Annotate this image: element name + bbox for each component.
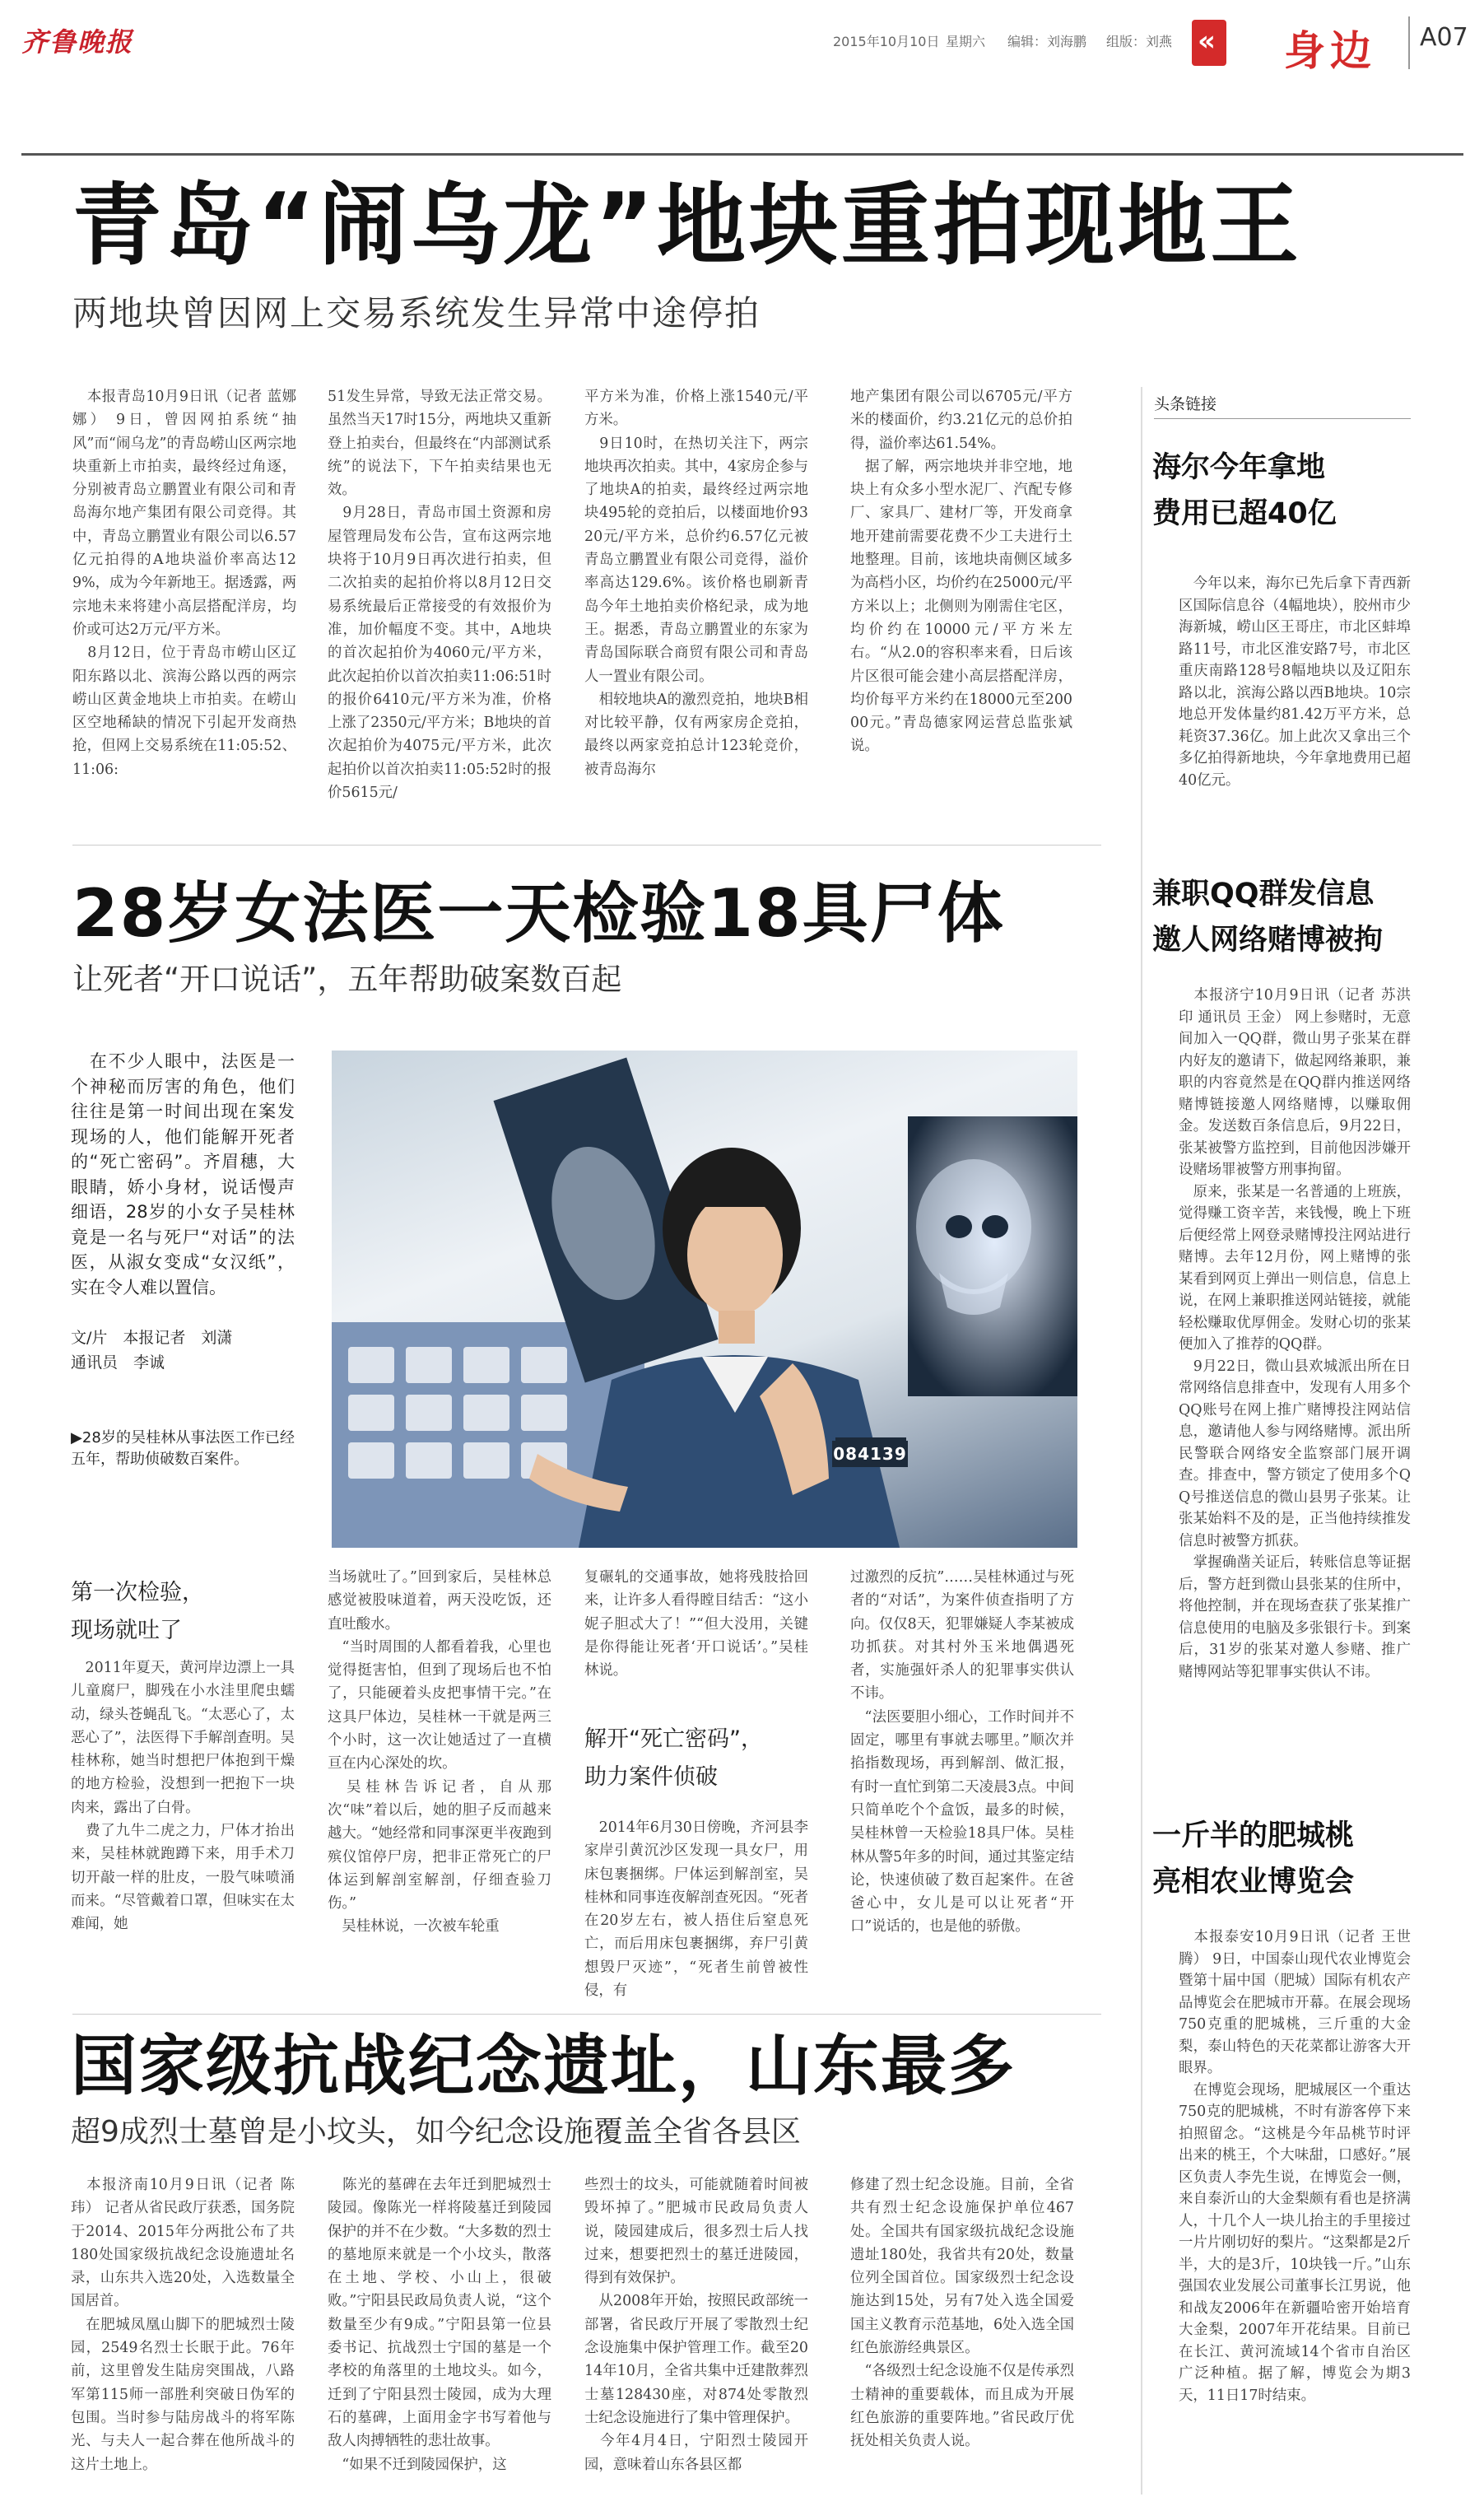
subheadline-qingdao-land: 两地块曾因网上交易系统发生异常中途停拍 bbox=[72, 293, 761, 333]
sidebar-rule bbox=[1141, 387, 1142, 2495]
forensic-lead: 在不少人眼中，法医是一个神秘而厉害的角色，他们往往是第一时间出现在案发现场的人，他们能解开死者的“死亡密码”。齐眉穗，大眼睛，娇小身材，说话慢声细语，28岁的小女子吴桂林竟是一名与死尸“对话”的法医，从淑女变成“女汉纸”，实在令人难以置信。 bbox=[71, 1051, 295, 1297]
issue-weekday: 星期六 bbox=[946, 34, 986, 49]
sidebar-news1-title: 海尔今年拿地 费用已超40亿 bbox=[1152, 451, 1337, 530]
section-marker bbox=[1192, 20, 1226, 66]
forensic-byline: 文/片 本报记者 刘潇 通讯员 李诚 bbox=[71, 1329, 233, 1372]
sidebar-news3-title: 一斤半的肥城桃 亮相农业博览会 bbox=[1152, 1819, 1355, 1898]
headline-qingdao-land: 青岛“闹乌龙”地块重拍现地王 bbox=[72, 175, 1302, 277]
article1-col2: 51发生异常，导致无法正常交易。虽然当天17时15分，两地块又重新登上拍卖台，但最终在“内部测试系统”的说法下，下午拍卖结果也无效。 9月28日，青岛市国土资源和房屋管理局发布公告，宣布这两宗地块将于10月9日再次进行拍卖，但二次拍卖的起拍价将以8月12日交易系统最后正常接受的有效报价为准，加价幅度不变。其中，A地块的首次起拍价为4060元/平方米，此次起拍价以首次拍卖11:06:51时的报价6410元/平方米为准，价格上涨了2350元/平方米；B地块的首次起拍价为4075元/平方米，此次起拍价以首次拍卖11:05:52时的报价5615元/ bbox=[328, 389, 551, 802]
article1-col4: 地产集团有限公司以6705元/平方米的楼面价，约3.21亿元的总价拍得，溢价率达61.54%。 据了解，两宗地块并非空地，地块上有众多小型水泥厂、汽配专修厂、家具厂、建材厂等，开发商拿地开建前需要花费不少工夫进行土地整理。目前，该地块南侧区域多为高档小区，均价约在25000元/平方米以上；北侧则为刚需住宅区，均价约在10000元/平方米左右。“从2.0的容积率来看，日后该片区很可能会建小高层搭配洋房，均价每平方米约在18000元至20000元。”青岛德家网运营总监张斌说。 bbox=[850, 389, 1072, 755]
subheadline-forensic: 让死者“开口说话”，五年帮助破案数百起 bbox=[72, 962, 622, 997]
article-divider bbox=[72, 845, 1101, 846]
chevron-left-icon: « bbox=[1198, 25, 1216, 58]
header-divider bbox=[1408, 16, 1410, 69]
forensic-col4: 过激烈的反抗”……吴桂林通过与死者的“对话”，为案件侦查指明了方向。仅仅8天，犯罪嫌疑人李某被成功抓获。对其村外玉米地偶遇死者，实施强奸杀人的犯罪事实供认不讳。 “法医要胆小细心，工作时间并不固定，哪里有事就去哪里。”顺次并掐指数现场，再到解剖、做汇报，有时一直忙到第二天凌晨3点。中间只简单吃个个盒饭，最多的时候，吴桂林曾一天检验18具尸体。吴桂林从警5年多的时间，通过其鉴定结论，快速侦破了数百起案件。在爸爸心中，女儿是可以让死者“开口”说话的，也是他的骄傲。 bbox=[850, 1569, 1074, 1936]
memorial-col3: 些烈士的坟头，可能就随着时间被毁坏掉了。”肥城市民政局负责人说，陵园建成后，很多烈士后人找过来，想要把烈士的墓迁进陵园，得到有效保护。 从2008年开始，按照民政部统一部署，省民政厅开展了零散烈士纪念设施集中保护管理工作。截至2014年10月，全省共集中迁建散葬烈士墓128430座，对874处零散烈士纪念设施进行了集中管理保护。 今年4月4日，宁阳烈士陵园开园，意味着山东各县区都 bbox=[584, 2177, 808, 2473]
header-rule bbox=[21, 153, 1463, 156]
masthead-logo: 齐鲁晚报 bbox=[21, 26, 134, 58]
sidebar-news2-body: 本报济宁10月9日讯（记者 苏洪印 通讯员 王金） 网上参赌时，无意间加入一QQ群，微山男子张某在群内好友的邀请下，做起网络兼职，兼职的内容竟然是在QQ群内推送网络赌博链接邀人网络赌博，以赚取佣金。发送数百条信息后，9月22日，张某被警方监控到，目前他因涉嫌开设赌场罪被警方刑事拘留。 原来，张某是一名普通的上班族，觉得赚工资辛苦，来钱慢，晚上下班后便经常上网登录赌博投注网站进行赌博。去年12月份，网上赌博的张某看到网页上弹出一则信息，信息上说，在网上兼职推送网站链接，就能轻松赚取优厚佣金。发财心切的张某便加入了推荐的QQ群。 9月22日，微山县欢城派出所在日常网络信息排查中，发现有人用多个QQ账号在网上推广赌博投注网站信息，邀请他人参与网络赌博。派出所民警联合网络安全监察部门展开调查。排查中，警方锁定了使用多个QQ号推送信息的微山县男子张某。让张某始料不及的是，正当他持续推发信息时被警方抓获。 掌握确凿关证后，转账信息等证据后，警方赶到微山县张某的住所中，将他控制，并在现场查获了张某推广信息使用的电脑及多张银行卡。到案后，31岁的张某对邀人参赌、推广赌博网站等犯罪事实供认不讳。 bbox=[1179, 987, 1411, 1680]
sidebar-tag-rule bbox=[1154, 418, 1411, 419]
issue-date: 2015年10月10日 bbox=[833, 34, 940, 49]
xray-scene-illustration bbox=[332, 1051, 1077, 1548]
sidebar-tag: 头条链接 bbox=[1154, 395, 1217, 413]
forensic-photo bbox=[332, 1051, 1077, 1548]
article-divider bbox=[72, 2014, 1101, 2015]
forensic-col3b: 2014年6月30日傍晚，齐河县李家岸引黄沉沙区发现一具女尸，用床包裹捆绑。尸体运到解剖室，吴桂林和同事连夜解剖查死因。“死者在20岁左右，被人捂住后窒息死亡，而后用床包裹捆绑，弃尸引黄想毁尸灭迹”，“死者生前曾被性侵，有 bbox=[584, 1819, 808, 2000]
memorial-col1: 本报济南10月9日讯（记者 陈玮） 记者从省民政厅获悉，国务院于2014、2015年分两批公布了共180处国家级抗战纪念设施遗址名录，山东共入选20处，入选数量全国居首。 在肥城凤凰山脚下的肥城烈士陵园，2549名烈士长眠于此。76年前，这里曾发生陆房突围战，八路军第115师一部胜利突破日伪军的包围。当时参与陆房战斗的将军陈光、与夫人一起合葬在他所战斗的这片土地上。 bbox=[71, 2177, 295, 2473]
article1-col3: 平方米为准，价格上涨1540元/平方米。 9日10时，在热切关注下，两宗地块再次拍卖。其中，4家房企参与了地块A的拍卖，最终经过两宗地块495轮的竞拍后，以楼面地价9320元/平方米，总价约6.57亿元被青岛立鹏置业有限公司竞得，溢价率高达129.6%。该价格也刷新青岛今年土地拍卖价格纪录，成为地王。据悉，青岛立鹏置业的东家为青岛国际联合商贸有限公司和青岛人一置业有限公司。 相较地块A的激烈竞拍，地块B相对比较平静，仅有两家房企竞拍，最终以两家竞拍总计123轮竞价，被青岛海尔 bbox=[584, 389, 808, 778]
photo-caption: ▶28岁的吴桂林从事法医工作已经五年，帮助侦破数百案件。 bbox=[71, 1429, 295, 1468]
sidebar-news1-body: 今年以来，海尔已先后拿下青西新区国际信息谷（4幅地块），胶州市少海新城，崂山区王哥庄，市北区蚌埠路11号，市北区淮安路7号，市北区重庆南路128号8幅地块以及辽阳东路以北，滨海公路以西B地块。10宗地总开发体量约81.42万平方米，总耗资37.36亿。加上此次又拿出三个多亿拍得新地块，今年拿地费用已超40亿元。 bbox=[1179, 575, 1411, 789]
article1-col1: 本报青岛10月9日讯（记者 蓝娜娜） 9日，曾因网拍系统“抽风”而“闹乌龙”的青岛崂山区两宗地块重新上市拍卖，最终经过角逐，分别被青岛立鹏置业有限公司和青岛海尔地产集团有限公司竞得。其中，青岛立鹏置业有限公司以6.57亿元拍得的A地块溢价率高达129%，成为今年新地王。据透露，两宗地未来将建小高层搭配洋房，均价或可达2万元/平方米。 8月12日，位于青岛市崂山区辽阳东路以北、滨海公路以西的两宗崂山区黄金地块上市拍卖。在崂山区空地稀缺的情况下引起开发商热抢，但网上交易系统在11:05:52、11:06: bbox=[72, 389, 296, 778]
forensic-col2: 当场就吐了。”回到家后，吴桂林总感觉被股味道着，两天没吃饭，还直吐酸水。 “当时周围的人都看着我，心里也觉得挺害怕，但到了现场后也不怕了，只能硬着头皮把事情干完。”在这具尸体边，吴桂林一干就是两三个小时，这一次让她适过了一直横亘在内心深处的坎。 吴桂林告诉记者，自从那次“味”着以后，她的胆子反而越来越大。“她经常和同事深更半夜跑到殡仪馆停尸房，把非正常死亡的尸体运到解剖室解剖，仔细查验刀伤。” 吴桂林说，一次被车轮重 bbox=[328, 1569, 551, 1936]
memorial-col2: 陈光的墓碑在去年迁到肥城烈士陵园。像陈光一样将陵墓迁到陵园保护的并不在少数。“大多数的烈士的墓地原来就是一个小坟头，散落在土地、学校、小山上，很破败。”宁阳县民政局负责人说，“这个数量至少有9成。”宁阳县第一位县委书记、抗战烈士宁国的墓是一个孝校的角落里的土地坟头。如今，迁到了宁阳县烈士陵园，成为大理石的墓碑，上面用金字书写着他与敌人肉搏牺牲的悲壮故事。 “如果不迁到陵园保护，这 bbox=[328, 2177, 551, 2473]
headline-forensic: 28岁女法医一天检验18具尸体 bbox=[72, 875, 1005, 952]
editor-credit: 编辑：刘海鹏 bbox=[1007, 34, 1087, 49]
designer-credit: 组版：刘燕 bbox=[1106, 34, 1173, 49]
headline-war-memorials: 国家级抗战纪念遗址，山东最多 bbox=[71, 2028, 1016, 2104]
subheadline-war-memorials: 超9成烈士墓曾是小坟头，如今纪念设施覆盖全省各县区 bbox=[71, 2115, 801, 2149]
forensic-subhead-death-code: 解开“死亡密码”， 助力案件侦破 bbox=[584, 1726, 763, 1790]
sidebar-news3-body: 本报泰安10月9日讯（记者 王世腾） 9日，中国泰山现代农业博览会暨第十届中国（肥城）国际有机农产品博览会在肥城市开幕。在展会现场750克重的肥城桃，三斤重的大金梨，泰山特色的天花菜都让游客大开眼界。 在博览会现场，肥城展区一个重达750克的肥城桃，不时有游客停下来拍照留念。“这桃是今年品桃节时评出来的桃王，个大味甜，口感好。”展区负责人李先生说，在博览会一侧，来自泰沂山的大金梨颇有看也是挤满人，十几个人一块儿抬主的手里接过一片片刚切好的梨片。“这梨都是2斤半，大的是3斤，10块钱一斤。”山东强国农业发展公司董事长江男说，他和战友2006年在新疆哈密开始培育大金梨，2007年开花结果。目前已在长江、黄河流域14个省市自治区广泛种植。据了解，博览会为期3天，11日17时结束。 bbox=[1179, 1929, 1411, 2404]
page-number: A07 bbox=[1420, 23, 1468, 52]
sidebar-news2-title: 兼职QQ群发信息 邀人网络赌博被拘 bbox=[1152, 878, 1384, 957]
memorial-col4: 修建了烈士纪念设施。目前，全省共有烈士纪念设施保护单位467处。全国共有国家级抗战纪念设施遗址180处，我省共有20处，数量位列全国首位。国家级烈士纪念设施达到15处，另有7处入选全国爱国主义教育示范基地，6处入选全国红色旅游经典景区。 “各级烈士纪念设施不仅是传承烈士精神的重要载体，而且成为开展红色旅游的重要阵地。”省民政厅优抚处相关负责人说。 bbox=[850, 2177, 1074, 2450]
forensic-subhead-first-exam: 第一次检验， 现场就吐了 bbox=[71, 1580, 204, 1643]
forensic-col1: 2011年夏天，黄河岸边漂上一具儿童腐尸，脚残在小水洼里爬虫蠕动，绿头苍蝇乱飞。“太恶心了，太恶心了”，法医得下手解剖查明。吴桂林称，她当时想把尸体抱到干燥的地方检验，没想到一把抱下一块肉来，露出了白骨。 费了九牛二虎之力，尸体才抬出来，吴桂林就跑蹲下来，用手术刀切开敲一样的肚皮，一股气味喷涌而来。“尽管戴着口罩，但味实在太难闻，她 bbox=[71, 1660, 295, 1933]
section-name: 身边 bbox=[1284, 27, 1376, 75]
forensic-col3: 复碾轧的交通事故，她将残肢拾回来，让许多人看得瞠目结舌：“这小妮子胆忒大了！”“但大没用，关键是你得能让死者‘开口说话’。”吴桂林说。 bbox=[584, 1569, 808, 1679]
police-badge-number: 084139 bbox=[832, 1441, 908, 1467]
